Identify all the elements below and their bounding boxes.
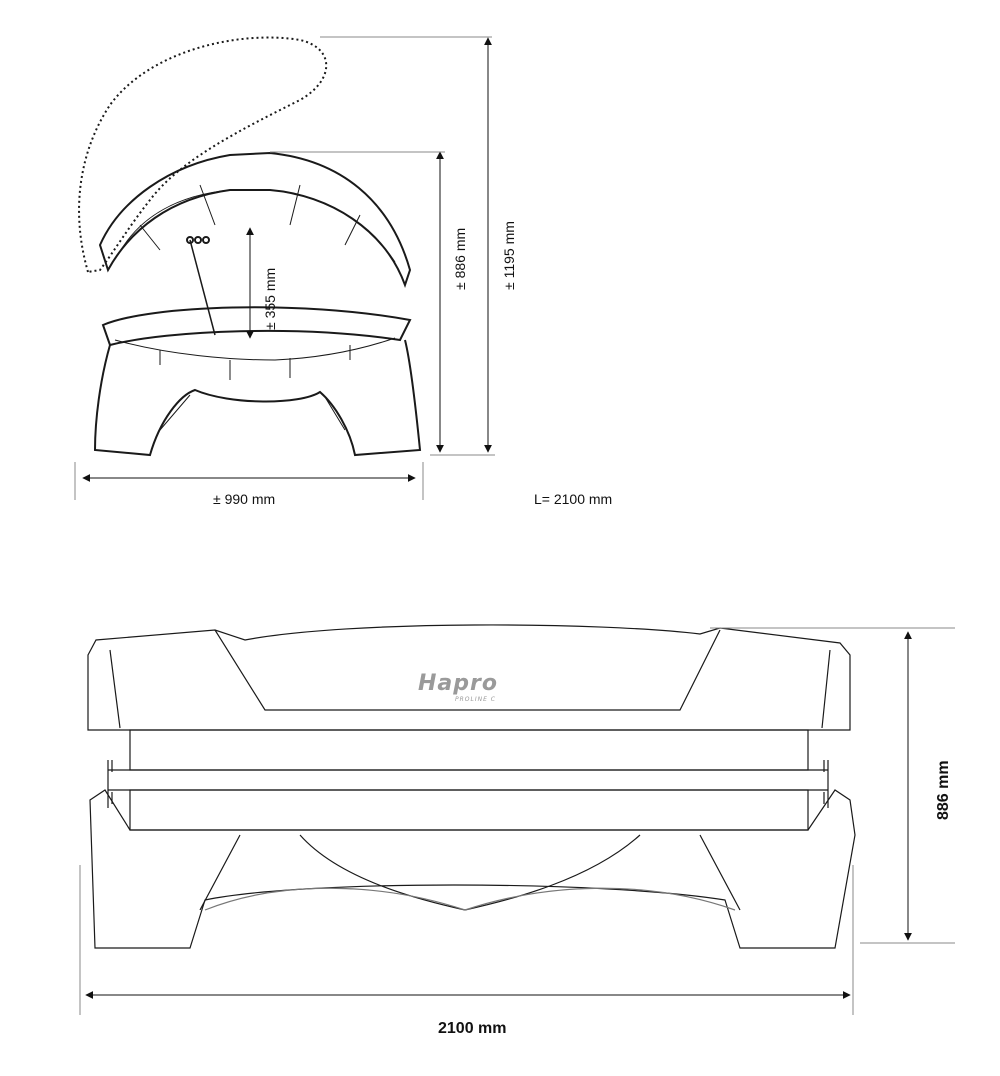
bench-base bbox=[95, 340, 420, 455]
label-front-height: 886 mm bbox=[935, 760, 952, 820]
end-caps bbox=[108, 760, 828, 808]
front-dimensions bbox=[80, 628, 955, 1015]
strut-pivot bbox=[195, 237, 201, 243]
strut-pivot bbox=[203, 237, 209, 243]
label-closed-height: ± 886 mm bbox=[452, 227, 468, 290]
bench-skirt bbox=[200, 835, 740, 910]
brand-logo: Hapro bbox=[418, 671, 498, 696]
front-bench bbox=[90, 790, 855, 948]
canopy-shell bbox=[100, 153, 410, 285]
label-front-length: 2100 mm bbox=[438, 1020, 507, 1037]
gas-strut bbox=[190, 240, 215, 335]
label-width: ± 990 mm bbox=[213, 491, 276, 507]
side-dimensions bbox=[75, 37, 495, 500]
model-name: PROLINE C bbox=[455, 696, 496, 703]
label-length: L= 2100 mm bbox=[534, 491, 613, 507]
tube-band-lower bbox=[130, 790, 808, 830]
label-inner-height: ± 355 mm bbox=[262, 267, 278, 330]
bench-bed bbox=[103, 307, 410, 345]
open-canopy-outline bbox=[79, 38, 326, 272]
bench-skirt-detail bbox=[205, 888, 735, 910]
label-open-height: ± 1195 mm bbox=[501, 221, 517, 290]
canopy-inner-tubes bbox=[118, 190, 395, 262]
bench-tubes bbox=[115, 338, 395, 380]
tube-band-upper bbox=[130, 730, 808, 770]
